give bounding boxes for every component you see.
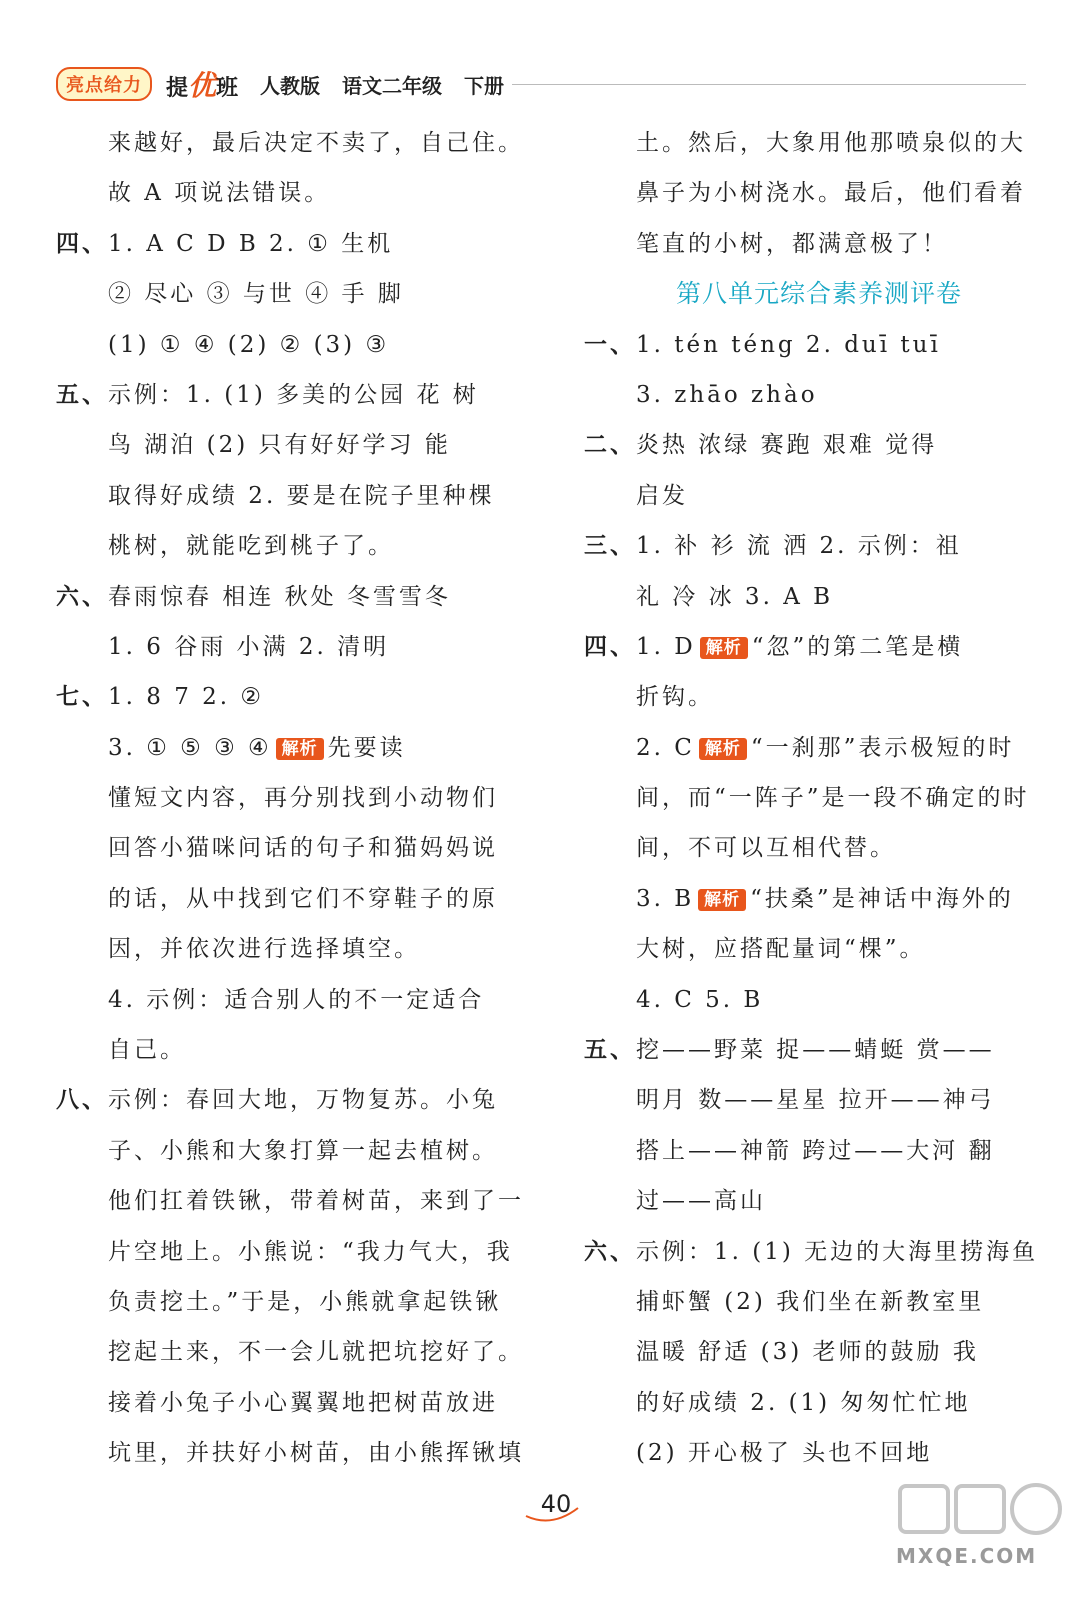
answer-line: 礼 冷 冰 3. A B	[636, 583, 834, 610]
answer-line: 桃树，就能吃到桃子了。	[108, 533, 394, 560]
answer-line: 坑里，并扶好小树苗，由小熊挥锹填	[108, 1440, 524, 1467]
answer-line: 4. C 5. B	[636, 986, 764, 1013]
section-number: 八、	[56, 1086, 108, 1114]
answer-line: 过——高山	[636, 1188, 766, 1215]
answer-text: 3. ① ⑤ ③ ④	[108, 734, 272, 761]
answer-text: 1. tén téng 2. duī tuī	[636, 331, 941, 358]
section-number: 一、	[584, 330, 636, 358]
answer-line: 大树，应搭配量词“棵”。	[636, 936, 926, 963]
answer-line: 挖起土来，不一会儿就把坑挖好了。	[108, 1339, 524, 1366]
left-column	[56, 118, 526, 1479]
answer-text: “扶桑”是神话中海外的	[750, 885, 1014, 912]
answer-text: 炎热 浓绿 赛跑 艰难 觉得	[636, 432, 938, 459]
answer-line: 3. zhāo zhào	[636, 381, 818, 408]
answer-text: 示例：1. (1) 无边的大海里捞海鱼	[636, 1238, 1039, 1265]
section-number: 四、	[584, 632, 636, 660]
answer-line: 回答小猫咪问话的句子和猫妈妈说	[108, 835, 498, 862]
answer-line	[56, 1075, 526, 1125]
answer-line: 鸟 湖泊 (2) 只有好好学习 能	[108, 432, 451, 459]
answer-text: 1. A C D B 2. ① 生机	[108, 230, 394, 257]
answer-line: 接着小兔子小心翼翼地把树苗放进	[108, 1389, 498, 1416]
answer-line: 1. 6 谷雨 小满 2. 清明	[108, 633, 390, 660]
answer-text: “一刹那”表示极短的时	[750, 734, 1015, 761]
answer-line: 他们扛着铁锹，带着树苗，来到了一	[108, 1188, 524, 1215]
answer-text: 示例：1. (1) 多美的公园 花 树	[108, 381, 479, 408]
watermark-logo-icon	[890, 1478, 1070, 1588]
analysis-tag: 解析	[276, 738, 324, 760]
brand-pre: 提	[166, 76, 189, 101]
answer-line: 自己。	[108, 1037, 186, 1064]
analysis-tag: 解析	[698, 889, 746, 911]
answer-text: 示例：春回大地，万物复苏。小兔	[108, 1087, 498, 1114]
answer-text: 1. 8 7 2. ②	[108, 684, 265, 711]
answer-line: ② 尽心 ③ 与世 ④ 手 脚	[108, 281, 404, 308]
answer-text: 3. B	[636, 885, 695, 912]
answer-line	[56, 572, 526, 622]
answer-line: 懂短文内容，再分别找到小动物们	[108, 785, 498, 812]
answer-line: 搭上——神箭 跨过——大河 翻	[636, 1137, 995, 1164]
answer-line: 笔直的小树，都满意极了！	[636, 230, 948, 257]
answer-line	[56, 219, 526, 269]
section-number: 七、	[56, 683, 108, 711]
answer-line	[584, 320, 1054, 370]
subject: 语文二年级	[342, 73, 443, 98]
answer-line: 子、小熊和大象打算一起去植树。	[108, 1137, 498, 1164]
page-header	[56, 66, 1026, 102]
answer-line	[584, 420, 1054, 470]
page-number: 40	[540, 1490, 572, 1518]
section-number: 五、	[56, 380, 108, 408]
answer-line	[584, 1227, 1054, 1277]
watermark-text: MXQE.COM	[896, 1544, 1038, 1568]
answer-line: 4. 示例：适合别人的不一定适合	[108, 986, 485, 1013]
answer-line: 启发	[636, 482, 688, 509]
brand-title	[166, 64, 238, 104]
section-number: 三、	[584, 532, 636, 560]
right-column	[584, 118, 1054, 1479]
analysis-tag: 解析	[699, 738, 747, 760]
answer-line	[56, 672, 526, 722]
answer-line	[584, 1025, 1054, 1075]
answer-text: 2. C	[636, 734, 695, 761]
answer-line	[584, 521, 1054, 571]
answer-line: (2) 开心极了 头也不回地	[636, 1440, 933, 1467]
answer-line: 间，而“一阵子”是一段不确定的时	[636, 785, 1030, 812]
answer-line	[584, 723, 1054, 773]
answer-line: 间，不可以互相代替。	[636, 835, 896, 862]
answer-line: 的话，从中找到它们不穿鞋子的原	[108, 885, 498, 912]
section-number: 六、	[56, 582, 108, 610]
answer-line: 故 A 项说法错误。	[108, 180, 331, 207]
answer-line: 负责挖土。”于是，小熊就拿起铁锹	[108, 1288, 502, 1315]
header-rule	[512, 84, 1026, 85]
brand-post: 班	[216, 76, 239, 101]
answer-line: 取得好成绩 2. 要是在院子里种棵	[108, 482, 495, 509]
answer-text: 1. 补 衫 流 洒 2. 示例：祖	[636, 533, 962, 560]
answer-line: 捕虾蟹 (2) 我们坐在新教室里	[636, 1288, 985, 1315]
unit-test-title: 第八单元综合素养测评卷	[675, 279, 962, 309]
section-number: 二、	[584, 431, 636, 459]
answer-line: 的好成绩 2. (1) 匆匆忙忙地	[636, 1389, 971, 1416]
analysis-tag: 解析	[700, 637, 748, 659]
answer-line: 折钩。	[636, 684, 714, 711]
answer-line	[584, 874, 1054, 924]
section-number: 五、	[584, 1036, 636, 1064]
answer-line: 温暖 舒适 (3) 老师的鼓励 我	[636, 1339, 979, 1366]
answer-line: 明月 数——星星 拉开——神弓	[636, 1087, 995, 1114]
series-logo: 亮点给力	[56, 67, 152, 101]
answer-line	[584, 622, 1054, 672]
answer-text: “忽”的第二笔是横	[751, 633, 964, 660]
answer-text: 先要读	[327, 734, 406, 761]
answer-line: 鼻子为小树浇水。最后，他们看着	[636, 180, 1026, 207]
answer-text: 1. D	[636, 633, 696, 660]
section-number: 六、	[584, 1237, 636, 1265]
answer-line	[56, 723, 526, 773]
answer-line	[56, 370, 526, 420]
brand-you: 优	[188, 69, 217, 102]
publisher: 人教版	[260, 73, 321, 98]
answer-line: (1) ① ④ (2) ② (3) ③	[108, 331, 390, 358]
answer-line: 片空地上。小熊说：“我力气大，我	[108, 1238, 513, 1265]
answer-line: 土。然后，大象用他那喷泉似的大	[636, 130, 1026, 156]
section-number: 四、	[56, 229, 108, 257]
answer-text: 春雨惊春 相连 秋处 冬雪雪冬	[108, 583, 451, 610]
answer-line: 因，并依次进行选择填空。	[108, 936, 420, 963]
answer-text: 挖——野菜 捉——蜻蜓 赏——	[636, 1037, 995, 1064]
answer-line: 来越好，最后决定不卖了，自己住。	[108, 130, 524, 156]
volume: 下册	[464, 73, 505, 98]
